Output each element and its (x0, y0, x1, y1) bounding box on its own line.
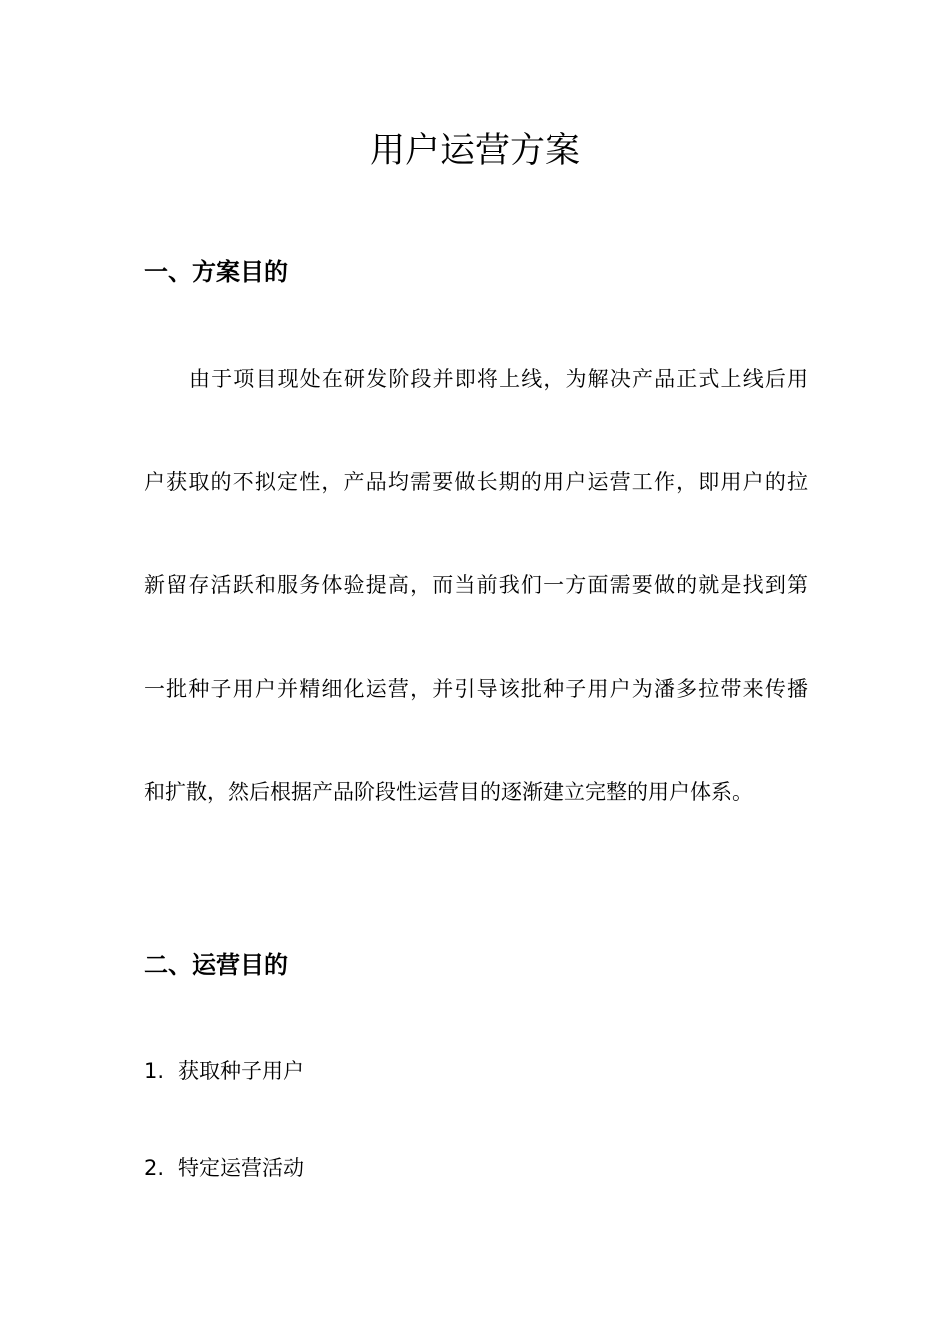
paragraph-line: 一批种子用户并精细化运营，并引导该批种子用户为潘多拉带来传播 (144, 677, 808, 701)
list-item-text: 获取种子用户 (178, 1059, 304, 1083)
list-item-number: 1. (144, 1059, 165, 1083)
paragraph-line: 新留存活跃和服务体验提高，而当前我们一方面需要做的就是找到第 (144, 573, 808, 597)
section-heading-operation-goals: 二、运营目的 (144, 951, 288, 979)
list-item-text: 特定运营活动 (178, 1156, 304, 1180)
section-heading-purpose: 一、方案目的 (144, 258, 288, 286)
list-item (144, 1056, 304, 1086)
list-item-number: 2. (144, 1156, 165, 1180)
paragraph-line: 和扩散，然后根据产品阶段性运营目的逐渐建立完整的用户体系。 (144, 780, 753, 804)
list-item (144, 1153, 304, 1183)
paragraph-line: 户获取的不拟定性，产品均需要做长期的用户运营工作，即用户的拉 (144, 470, 808, 494)
paragraph-line: 由于项目现处在研发阶段并即将上线，为解决产品正式上线后用 (189, 367, 808, 391)
document-title: 用户运营方案 (369, 131, 580, 171)
